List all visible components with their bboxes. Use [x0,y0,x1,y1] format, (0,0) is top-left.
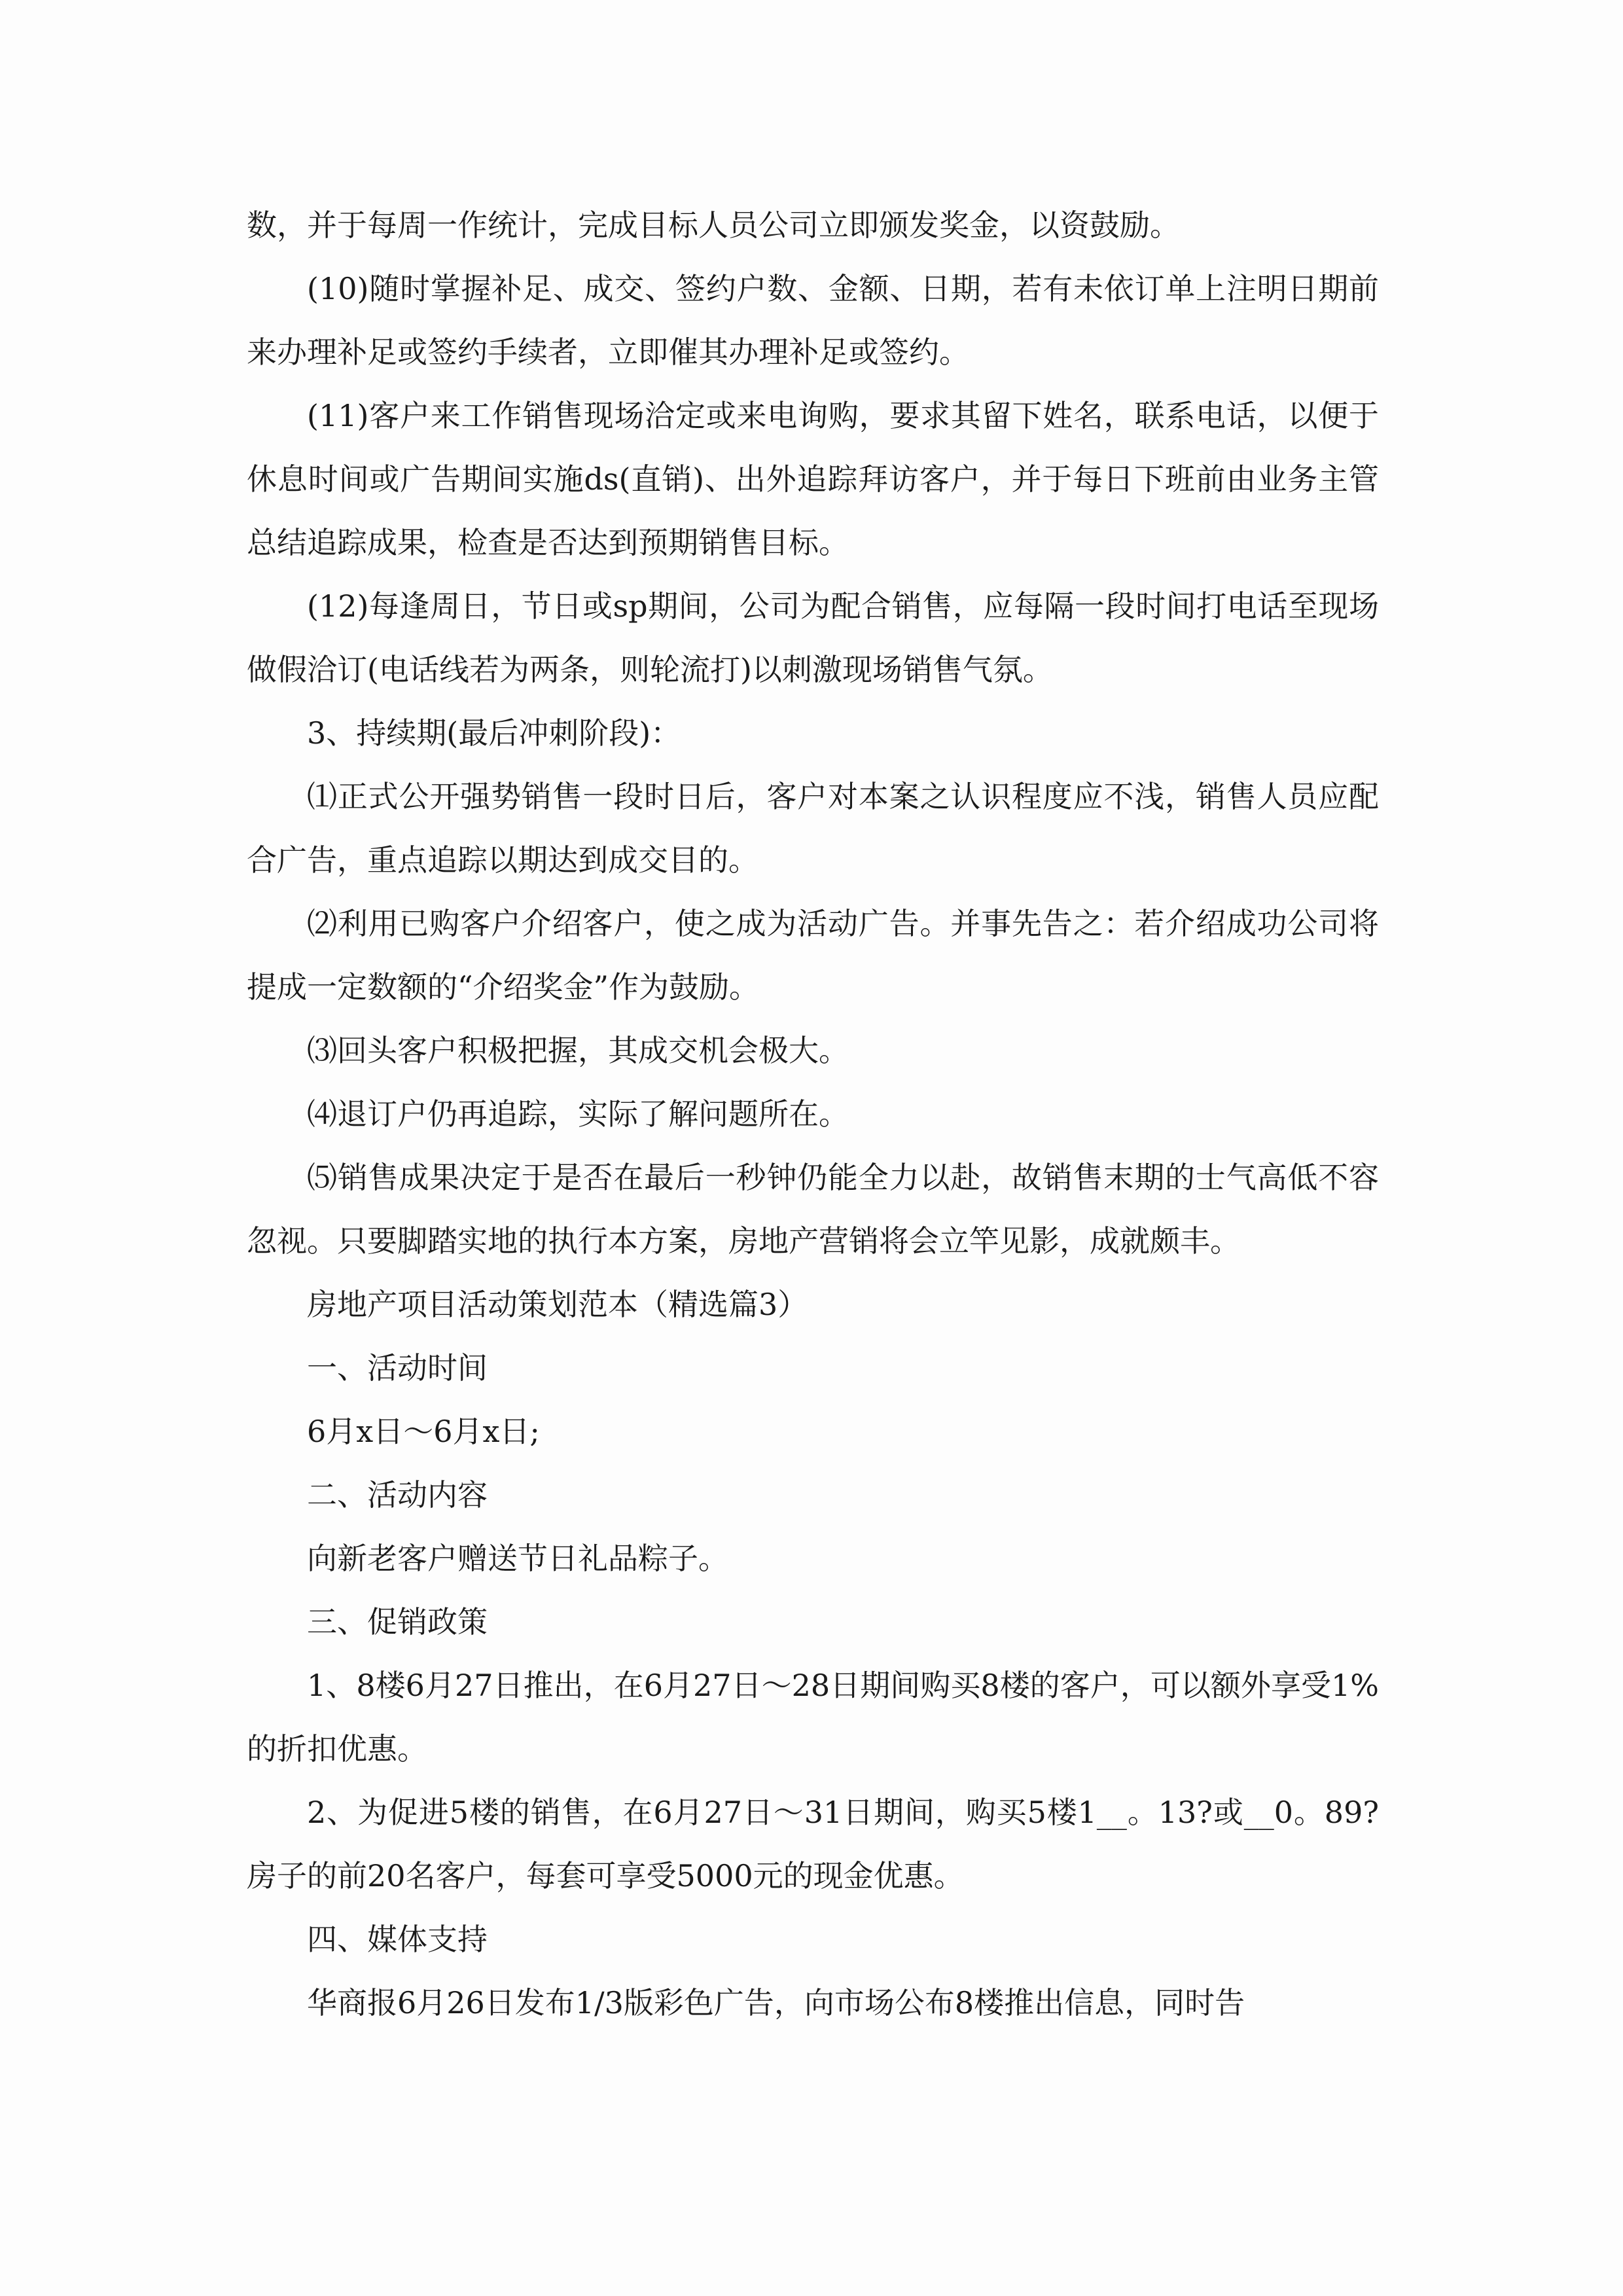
paragraph: 1、8楼6月27日推出，在6月27日～28日期间购买8楼的客户，可以额外享受1%的折扣优惠。 [247,1668,1379,1767]
paragraph: (11)客户来工作销售现场洽定或来电询购，要求其留下姓名，联系电话，以便于休息时间或广告期间实施ds(直销)、出外追踪拜访客户，并于每日下班前由业务主管总结追踪成果，检查是否达到预期销售目标。 [247,398,1379,560]
section-heading: 二、活动内容 [307,1477,488,1513]
section-heading: 3、持续期(最后冲刺阶段)： [307,715,681,751]
section-heading: 一、活动时间 [307,1350,488,1386]
paragraph: ⑶回头客户积极把握，其成交机会极大。 [307,1033,849,1068]
document-body [247,194,1379,2035]
paragraph: (12)每逢周日，节日或sp期间，公司为配合销售，应每隔一段时间打电话至现场做假洽订(电话线若为两条，则轮流打)以刺激现场销售气氛。 [247,588,1379,687]
paragraph: ⑵利用已购客户介绍客户，使之成为活动广告。并事先告之：若介绍成功公司将提成一定数额的“介绍奖金”作为鼓励。 [247,906,1379,1005]
article-title: 房地产项目活动策划范本（精选篇3） [307,1287,808,1322]
paragraph: 向新老客户赠送节日礼品粽子。 [307,1541,728,1576]
paragraph: ⑴正式公开强势销售一段时日后，客户对本案之认识程度应不浅，销售人员应配合广告，重点追踪以期达到成交目的。 [247,779,1379,878]
paragraph: 数，并于每周一作统计，完成目标人员公司立即颁发奖金，以资鼓励。 [247,207,1180,243]
paragraph: (10)随时掌握补足、成交、签约户数、金额、日期，若有未依订单上注明日期前来办理补足或签约手续者，立即催其办理补足或签约。 [247,271,1379,370]
paragraph: ⑷退订户仍再追踪，实际了解问题所在。 [307,1096,849,1132]
section-heading: 三、促销政策 [307,1604,488,1640]
paragraph: ⑸销售成果决定于是否在最后一秒钟仍能全力以赴，故销售末期的士气高低不容忽视。只要脚踏实地的执行本方案，房地产营销将会立竿见影，成就颇丰。 [247,1160,1379,1259]
section-heading: 四、媒体支持 [307,1922,488,1957]
paragraph: 6月x日～6月x日; [307,1414,540,1449]
paragraph: 2、为促进5楼的销售，在6月27日～31日期间，购买5楼1__。13?或__0。89?房子的前20名客户，每套可享受5000元的现金优惠。 [247,1795,1379,1893]
paragraph: 华商报6月26日发布1/3版彩色广告，向市场公布8楼推出信息，同时告 [307,1985,1245,2020]
